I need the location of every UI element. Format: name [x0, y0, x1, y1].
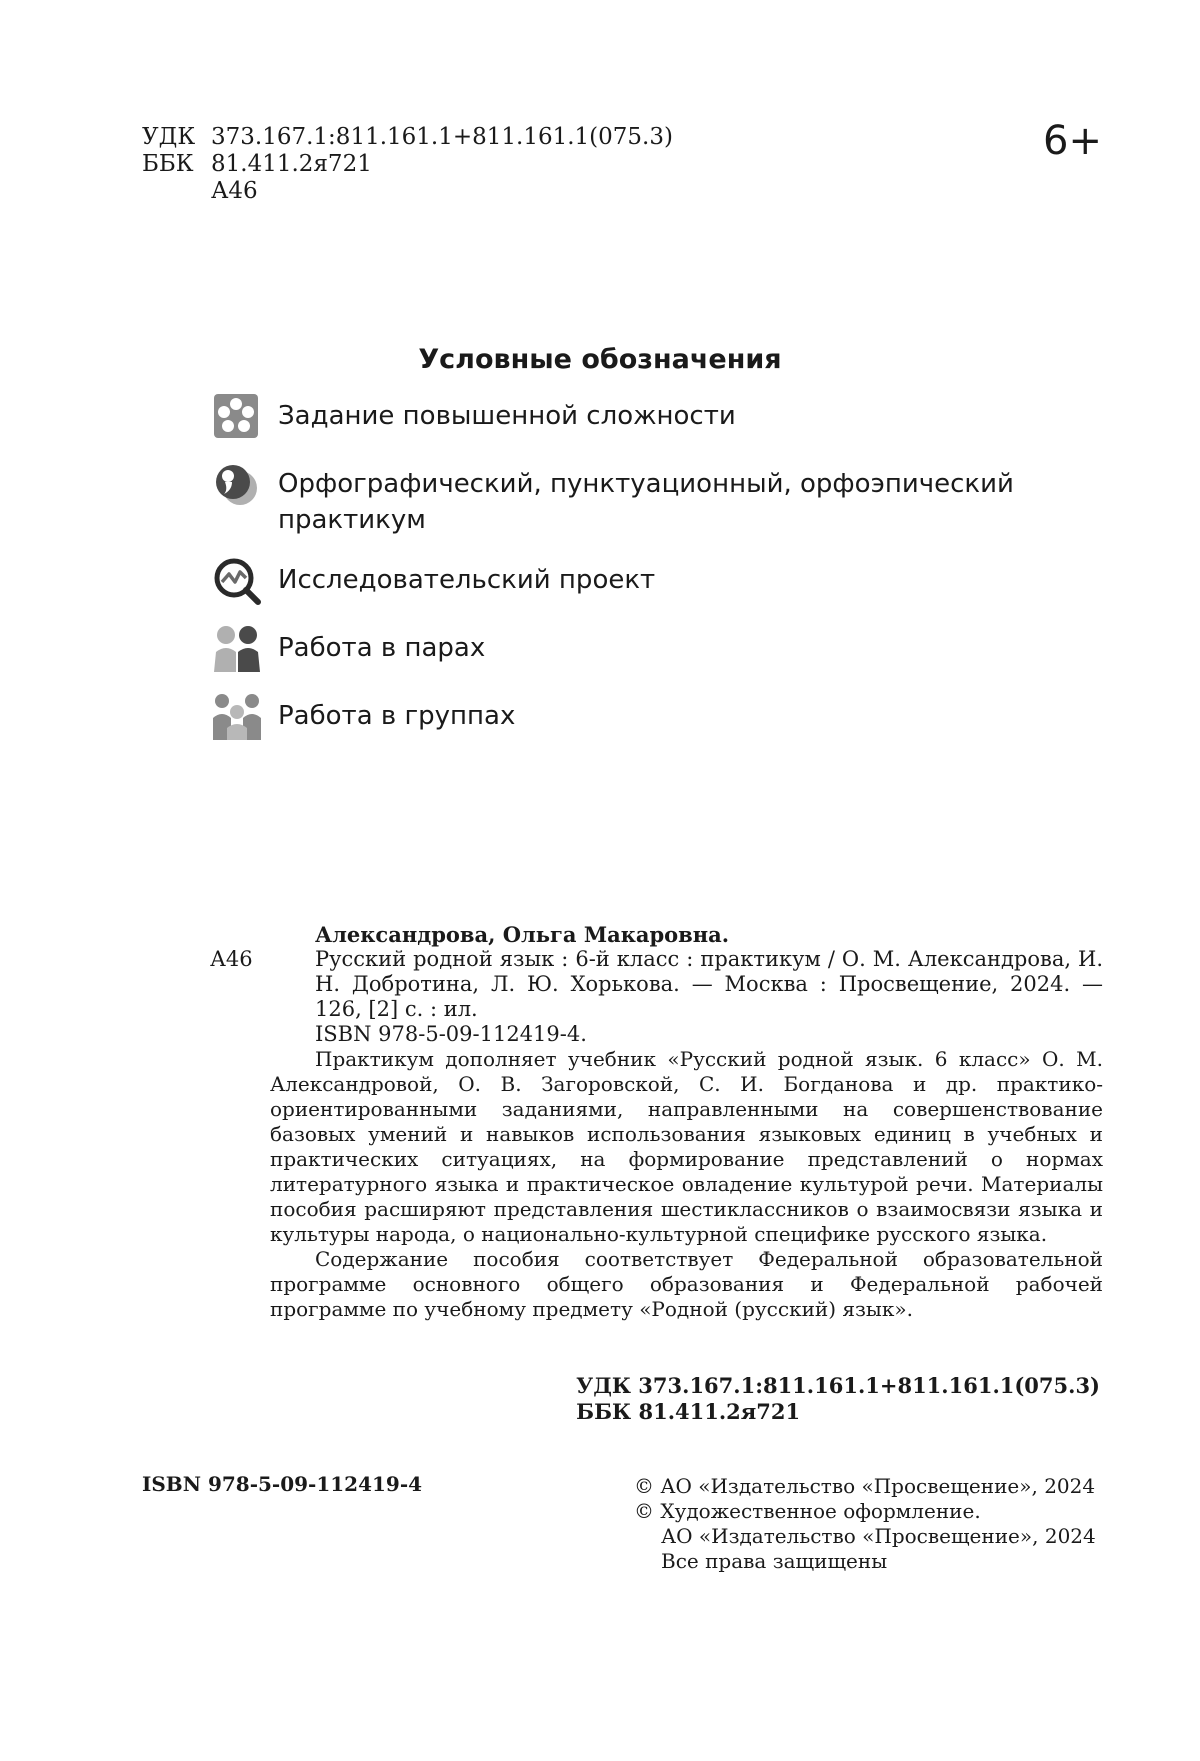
author-name: Александрова, Ольга Макаровна.	[315, 922, 730, 947]
legend	[212, 398, 1112, 766]
copyright-line: © АО «Издательство «Просвещение», 2024	[634, 1474, 1096, 1498]
annotation-paragraph: Содержание пособия соответствует Федеральной образовательной программе основного общего образования и Федеральной рабочей программе по учебному предмету «Родной (русский) язык».	[270, 1247, 1103, 1321]
copyright-line: © Художественное оформление.	[634, 1499, 981, 1523]
bibliographic-record	[210, 922, 1103, 1322]
legend-label: Исследовательский проект	[278, 565, 656, 595]
record-bbk: ББК 81.411.2я721	[576, 1399, 801, 1424]
udk-label: УДК	[142, 124, 196, 150]
practicum-icon	[212, 460, 262, 510]
record-mark: А46	[210, 947, 253, 971]
record-udk: УДК 373.167.1:811.161.1+811.161.1(075.3)	[576, 1373, 1100, 1398]
classification-codes	[142, 124, 673, 205]
rights-notice: Все права защищены	[661, 1549, 888, 1573]
legend-item-groups	[212, 698, 1112, 742]
record-description: Русский родной язык : 6-й класс : практикум / О. М. Александрова, И. Н. Добротина, Л. Ю. Хорькова. — Москва : Просвещение, 2024. — 126, [2] с. : ил.	[315, 947, 1103, 1021]
bbk-label: ББК	[142, 151, 194, 177]
copyright-block	[634, 1474, 1096, 1574]
legend-label: Задание повышенной сложности	[278, 401, 736, 431]
legend-title: Условные обозначения	[418, 344, 782, 375]
research-icon	[212, 556, 262, 606]
copyright-line: АО «Издательство «Просвещение», 2024	[661, 1524, 1096, 1548]
legend-label: Работа в парах	[278, 633, 486, 663]
record-isbn: ISBN 978-5-09-112419-4.	[315, 1022, 587, 1046]
bbk-value: 81.411.2я721	[211, 151, 372, 177]
legend-label: Работа в группах	[278, 701, 516, 731]
pairs-icon	[212, 624, 262, 674]
groups-icon	[212, 692, 262, 742]
udk-value: 373.167.1:811.161.1+811.161.1(075.3)	[211, 124, 673, 150]
author-mark: А46	[211, 178, 258, 204]
complexity-icon	[212, 392, 262, 442]
legend-item-complexity	[212, 398, 1112, 442]
record-codes	[576, 1373, 1100, 1425]
legend-item-research	[212, 562, 1112, 606]
annotation-paragraph: Практикум дополняет учебник «Русский родной язык. 6 класс» О. М. Александровой, О. В. Загоровской, С. И. Богданова и др. практико-ориентированными заданиями, направленными на совершенствование базовых умений и навыков использования языковых единиц в учебных и практических ситуациях, на формирование представлений о нормах литературного языка и практическое овладение культурой речи. Материалы пособия расширяют представления шестиклассников о взаимосвязи языка и культуры народа, о национально-культурной специфике русского языка.	[270, 1047, 1103, 1246]
legend-item-practicum	[212, 466, 1112, 538]
legend-label: Орфографический, пунктуационный, орфоэпический практикум	[278, 469, 1014, 535]
footer-isbn: ISBN 978-5-09-112419-4	[142, 1472, 423, 1496]
age-rating: 6+	[1043, 118, 1102, 164]
legend-item-pairs	[212, 630, 1112, 674]
